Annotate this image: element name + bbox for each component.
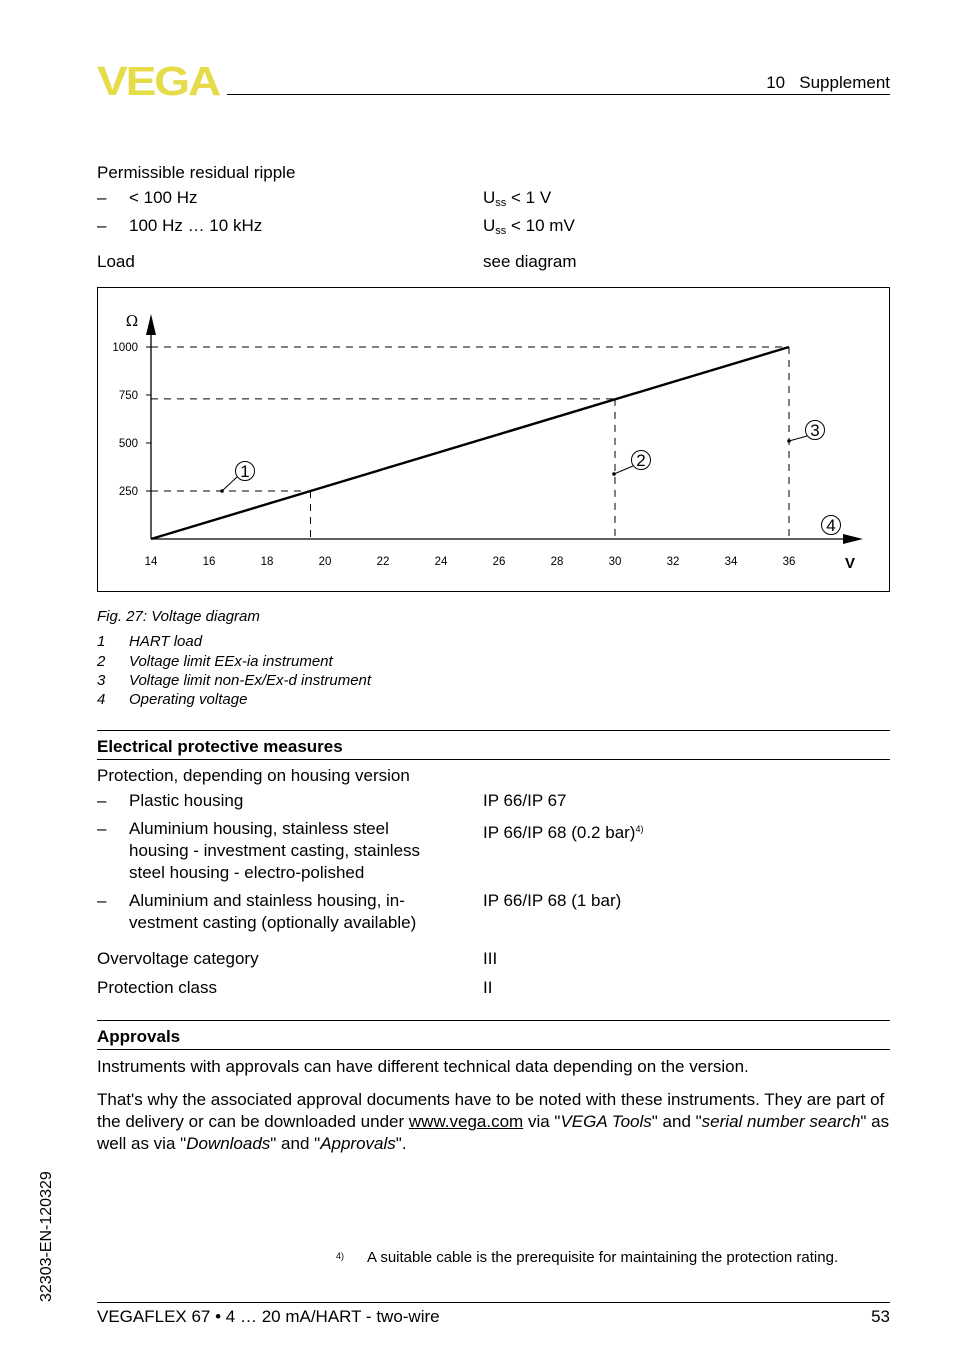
callout-label-4: 4 xyxy=(826,516,836,535)
load-label: Load xyxy=(97,252,135,271)
x-axis-arrow xyxy=(843,534,863,544)
callout-dot-3 xyxy=(787,439,791,443)
protection-class-value: II xyxy=(483,978,493,997)
ripple-dash-1: – xyxy=(97,188,107,207)
callout-dot-1 xyxy=(220,489,224,493)
x-tick-label: 36 xyxy=(782,556,796,568)
housing-label-2a: Aluminium housing, stainless steel xyxy=(129,819,389,838)
figure-caption: Fig. 27: Voltage diagram xyxy=(97,608,260,625)
callout-leader-2 xyxy=(614,466,633,474)
housing-value-2: IP 66/IP 68 (0.2 bar)$^{4)}$ xyxy=(483,823,644,842)
footnote-ref: 4) xyxy=(635,824,644,834)
approvals-bottom-rule xyxy=(97,1049,890,1050)
svg-text:VEGA: VEGA xyxy=(97,62,221,98)
approvals-heading: Approvals xyxy=(97,1027,181,1046)
housing-dash-3: – xyxy=(97,891,107,910)
y-tick-label: 1000 xyxy=(112,342,138,354)
y-tick-label: 500 xyxy=(118,438,138,450)
legend-text-2: Voltage limit EEx-ia instrument xyxy=(129,653,333,670)
legend-num-2: 2 xyxy=(97,653,106,670)
footer-rule xyxy=(97,1302,890,1303)
y-axis-unit: Ω xyxy=(125,312,139,330)
vega-logo xyxy=(97,62,221,98)
approvals-paragraph-2: That's why the associated approval documents have to be noted with these instruments. They are part of the delivery or can be downloaded under www.vega.com via "VEGA Tools" and "serial number search" as well as via "Downloads" and "Approvals". xyxy=(97,1090,890,1153)
protective-intro: Protection, depending on housing version xyxy=(97,766,410,785)
header-rule xyxy=(227,94,890,95)
ripple-title: Permissible residual ripple xyxy=(97,163,296,182)
load-value: see diagram xyxy=(483,252,577,271)
legend-num-3: 3 xyxy=(97,672,106,689)
footnote-mark: 4) xyxy=(336,1251,345,1261)
housing-dash-1: – xyxy=(97,791,107,810)
ripple-dash-2: – xyxy=(97,216,107,235)
callout-leader-1 xyxy=(222,477,237,491)
x-tick-label: 24 xyxy=(434,556,448,568)
x-tick-label: 22 xyxy=(376,556,390,568)
x-tick-label: 14 xyxy=(144,556,158,568)
ripple-value-2: $U_{ss} < 10$ mV xyxy=(483,216,575,237)
callout-label-2: 2 xyxy=(636,451,646,470)
legend-num-4: 4 xyxy=(97,691,106,708)
legend-text-1: HART load xyxy=(129,633,203,650)
legend-text-3: Voltage limit non-Ex/Ex-d instrument xyxy=(129,672,372,689)
callout-dot-2 xyxy=(612,472,616,476)
protective-heading: Electrical protective measures xyxy=(97,737,343,756)
x-tick-label: 30 xyxy=(608,556,622,568)
protection-class-label: Protection class xyxy=(97,978,217,997)
x-tick-label: 34 xyxy=(724,556,738,568)
footer-product: VEGAFLEX 67 • 4 … 20 mA/HART - two-wire xyxy=(97,1307,440,1326)
housing-label-3b: vestment casting (optionally available) xyxy=(129,913,417,932)
housing-value-1: IP 66/IP 67 xyxy=(483,791,567,810)
footnote-text: A suitable cable is the prerequisite for maintaining the protection rating. xyxy=(367,1249,839,1266)
housing-value-3: IP 66/IP 68 (1 bar) xyxy=(483,891,622,910)
legend-text-4: Operating voltage xyxy=(129,691,248,708)
x-tick-label: 26 xyxy=(492,556,506,568)
callout-label-1: 1 xyxy=(240,462,250,481)
protective-top-rule xyxy=(97,730,890,731)
vega-website-link[interactable]: www.vega.com xyxy=(408,1112,524,1131)
load-line xyxy=(151,347,789,539)
callout-leader-3 xyxy=(789,436,807,441)
ripple-label-1: < 100 Hz xyxy=(129,188,198,207)
housing-label-2c: steel housing - electro-polished xyxy=(129,863,365,882)
legend-num-1: 1 xyxy=(97,633,106,650)
overvoltage-label: Overvoltage category xyxy=(97,949,259,968)
ripple-label-2: 100 Hz … 10 kHz xyxy=(129,216,263,235)
overvoltage-value: III xyxy=(483,949,498,968)
y-tick-label: 250 xyxy=(118,486,138,498)
approvals-paragraph-1: Instruments with approvals can have different technical data depending on the version. xyxy=(97,1057,749,1076)
callout-label-3: 3 xyxy=(810,421,820,440)
section-title: 10 Supplement xyxy=(766,73,890,92)
housing-label-1: Plastic housing xyxy=(129,791,244,810)
x-tick-label: 28 xyxy=(550,556,564,568)
voltage-diagram-svg xyxy=(98,288,889,591)
voltage-diagram xyxy=(97,287,890,592)
y-tick-label: 750 xyxy=(118,390,138,402)
ripple-value-1: $U_{ss} < 1$ V xyxy=(483,188,552,209)
x-axis-unit: V xyxy=(844,555,856,572)
x-tick-label: 32 xyxy=(666,556,680,568)
page-number: 53 xyxy=(871,1307,890,1326)
x-tick-label: 16 xyxy=(202,556,216,568)
approvals-top-rule xyxy=(97,1020,890,1021)
x-tick-label: 20 xyxy=(318,556,332,568)
document-code: 32303-EN-120329 xyxy=(38,1171,55,1302)
housing-dash-2: – xyxy=(97,819,107,838)
protective-bottom-rule xyxy=(97,759,890,760)
housing-label-2b: housing - investment casting, stainless xyxy=(129,841,421,860)
x-tick-label: 18 xyxy=(260,556,274,568)
housing-label-3a: Aluminium and stainless housing, in- xyxy=(129,891,405,910)
y-axis-arrow xyxy=(146,314,156,335)
